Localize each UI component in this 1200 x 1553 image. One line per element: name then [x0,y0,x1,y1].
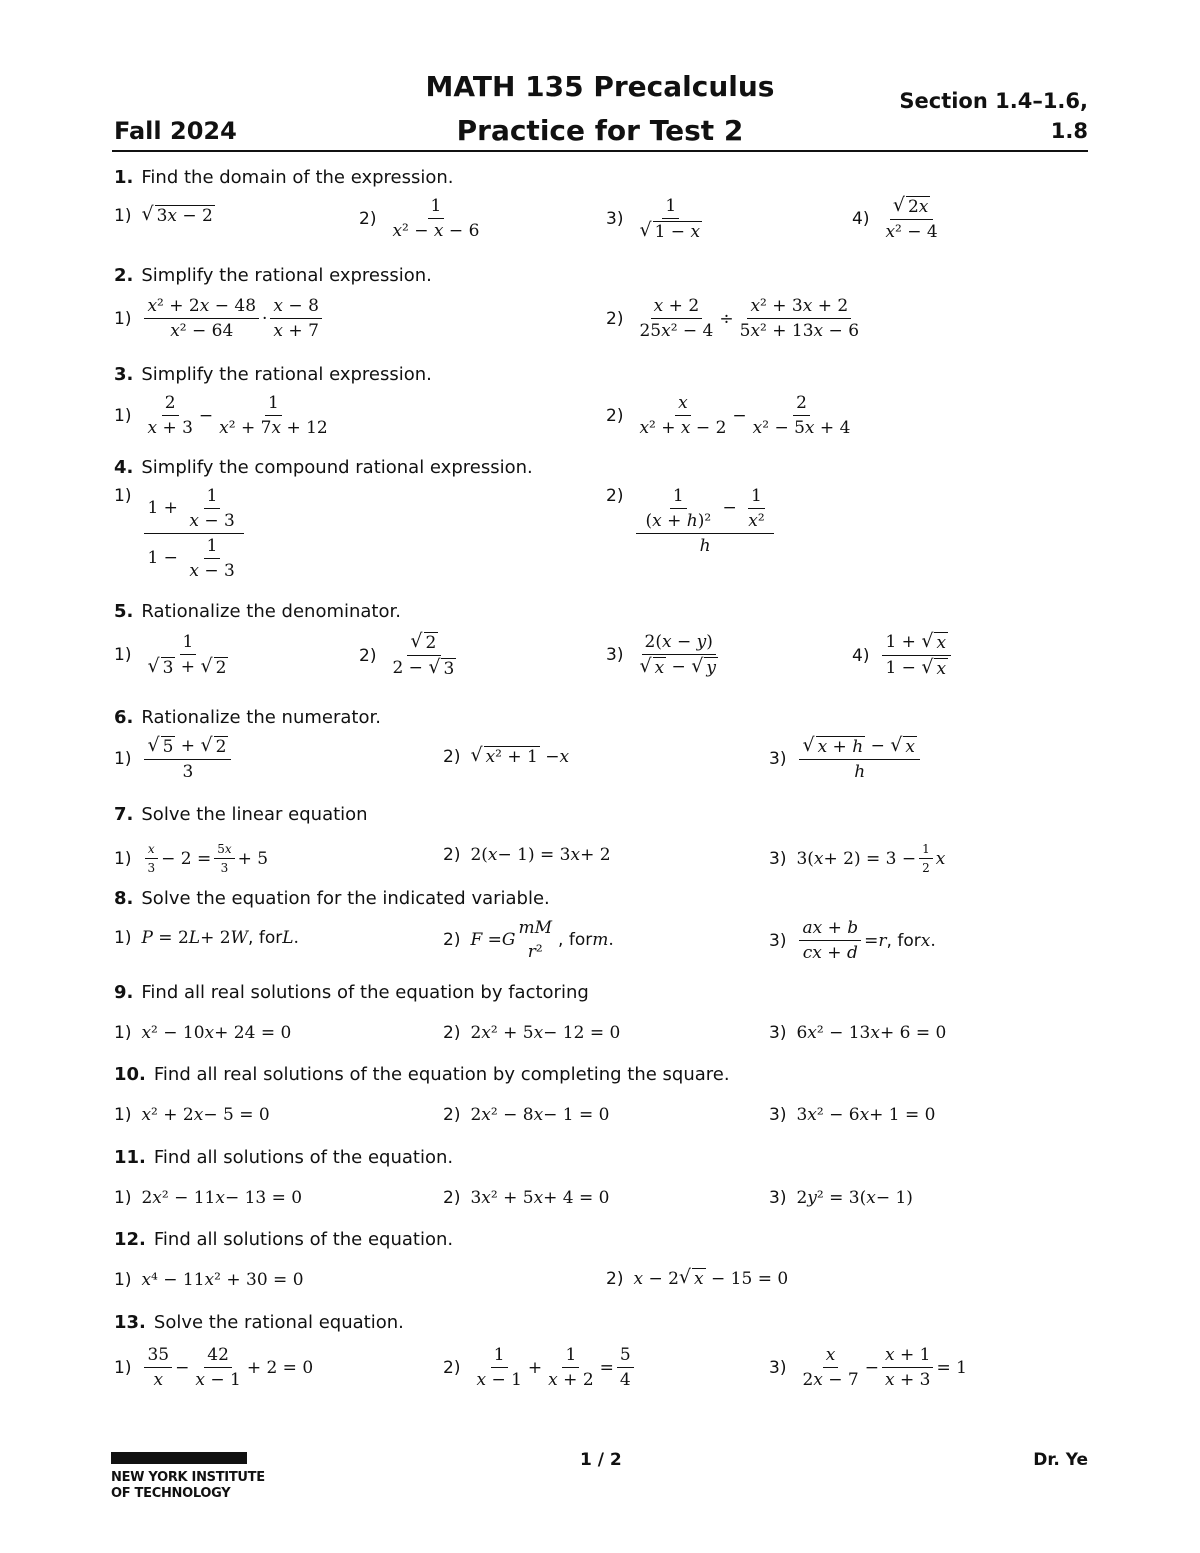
item-label: 2) [443,746,461,767]
author-label: Dr. Ye [1033,1450,1088,1470]
problem-5-item-1: 1) 1 √ 3 + √ 2 [114,632,227,678]
problem-10-item-1: 1) x ² + 2 x − 5 = 0 [114,1105,270,1125]
item-label: 2) [443,1188,461,1208]
variable: L [282,928,294,948]
problem-7-prompt [114,804,368,825]
problem-9-item-2: 2) 2 x ² + 5 x − 12 = 0 [443,1023,621,1043]
prompt-text: Find the domain of the expression. [141,167,454,188]
item-label: 2) [443,930,461,950]
problem-number: 1. [114,167,134,188]
problem-number: 6. [114,707,134,728]
problem-4-prompt [114,457,533,478]
prompt-text: Simplify the rational expression. [141,364,432,385]
item-label: 3) [769,1188,787,1208]
section-line-1: Section 1.4–1.6, [899,89,1088,113]
problem-8-item-2: 2) F = G mM r² , for m . [443,918,614,962]
problem-1-item-2: 2) $\frac{1}{\text{x² − x − 6}}$ [359,196,480,241]
problem-9-item-3: 3) 6 x ² − 13 x + 6 = 0 [769,1023,947,1043]
item-label: 1) [114,1188,132,1208]
prompt-text: Solve the linear equation [141,804,368,825]
problem-10-item-3: 3) 3 x ² − 6 x + 1 = 0 [769,1105,936,1125]
problem-1-prompt [114,167,454,188]
problem-11-item-3: 3) 2 y ² = 3( x − 1) [769,1188,913,1208]
problem-11-item-2: 2) 3 x ² + 5 x + 4 = 0 [443,1188,610,1208]
problem-13-item-2: 2) $\frac{1}{x - 1}$ + $\frac{1}{x + 2}$ = $\frac{5}{4}$ [443,1345,637,1390]
problem-6-prompt [114,707,381,728]
item-label: 2) [443,845,461,865]
variable: x [920,930,931,951]
prompt-text: Rationalize the denominator. [141,601,401,622]
item-label: 1) [114,1357,132,1378]
nyit-logo [111,1452,265,1502]
item-label: 2) [606,405,624,426]
problem-4-item-2: 2) $\frac{1}{\text{(x + h)²}}$ − $\frac{1}{\text{x²}}$ h [606,486,777,556]
problem-9-prompt [114,982,589,1003]
problem-number: 4. [114,457,134,478]
problem-3-item-1: 1) $\frac{2}{x + 3}$ − $\frac{1}{\text{x² + 7x + 12}}$ [114,393,328,438]
problem-number: 2. [114,265,134,286]
section-label [899,86,1088,146]
item-label: 1) [114,928,132,948]
page-number: 1 / 2 [580,1450,622,1470]
item-label: 2) [359,645,377,666]
problem-7-item-3: 3) 3( x + 2) = 3 − $\frac{1}{2}$ x [769,842,946,875]
problem-13-item-1: 1) $\frac{35}{x}$ − $\frac{42}{x - 1}$ + 2 = 0 [114,1345,314,1390]
problem-9-item-1: 1) x ² − 10 x + 24 = 0 [114,1023,292,1043]
problem-8-item-3: 3) $\frac{ax + b}{cx + d}$ = r , for x . [769,918,936,963]
for-text: , for [558,930,593,950]
problem-1-item-4: 4) √ 2x x² − 4 [852,194,938,243]
problem-10-item-2: 2) 2 x ² − 8 x − 1 = 0 [443,1105,610,1125]
logo-text-line-1: NEW YORK INSTITUTE [111,1470,265,1485]
problem-1-item-3: 3) 1 √ 1 − x [606,196,701,242]
section-line-2: 1.8 [1050,119,1088,143]
item-label: 2) [359,208,377,229]
problem-1-item-1: 1) √ 3x − 2 [114,203,213,226]
item-label: 1) [114,405,132,426]
problem-6-item-3: 3) √ x + h − √ x h [769,736,923,782]
item-label: 3) [769,1105,787,1125]
problem-number: 7. [114,804,134,825]
logo-text-line-2: OF TECHNOLOGY [111,1486,231,1501]
problem-12-prompt [114,1229,453,1250]
problem-4-item-1: 1) 1 + $\frac{1}{x - 3}$ 1 − $\frac{1}{x - 3}$ [114,486,247,581]
problem-number: 5. [114,601,134,622]
term-label: Fall 2024 [114,117,237,145]
problem-number: 3. [114,364,134,385]
problem-12-item-1: 1) x ⁴ − 11 x ² + 30 = 0 [114,1270,304,1290]
item-label: 1) [114,1023,132,1043]
item-label: 3) [769,1023,787,1043]
item-label: 4) [852,645,870,666]
problem-number: 10. [114,1064,146,1085]
problem-5-item-2: 2) √ 2 2 − √ 3 [359,630,455,680]
prompt-text: Solve the rational equation. [153,1312,404,1333]
problem-8-item-1: 1) P = 2 L + 2 W , for L . [114,928,299,948]
item-label: 3) [606,209,624,230]
item-label: 2) [443,1023,461,1043]
problem-6-item-2: 2) √ x² + 1 − x [443,744,570,767]
problem-12-item-2: 2) x − 2 √ x − 15 = 0 [606,1266,789,1289]
prompt-text: Solve the equation for the indicated variable. [141,888,550,909]
problem-7-item-2: 2) 2( x − 1) = 3 x + 2 [443,845,611,865]
item-label: 2) [606,308,624,329]
prompt-text: Find all real solutions of the equation by completing the square. [153,1064,730,1085]
item-label: 4) [852,209,870,230]
item-label: 2) [606,1268,624,1289]
item-label: 3) [769,749,787,770]
item-label: 3) [769,848,787,869]
problem-number: 12. [114,1229,146,1250]
problem-11-prompt [114,1147,453,1168]
problem-13-item-3: 3) $\frac{x}{2x - 7}$ − $\frac{x + 1}{x + 3}$ = 1 [769,1345,967,1390]
prompt-text: Find all solutions of the equation. [153,1147,454,1168]
problem-number: 8. [114,888,134,909]
prompt-text: Find all real solutions of the equation by factoring [141,982,589,1003]
item-label: 1) [114,848,132,869]
problem-2-item-2: 2) $\frac{x + 2}{\text{25x² − 4}}$ ÷ $\frac{\text{x² + 3x + 2}}{\text{5x² + 13x − 6}}$ [606,296,860,341]
prompt-text: Simplify the rational expression. [141,265,432,286]
problem-number: 13. [114,1312,146,1333]
problem-10-prompt [114,1064,730,1085]
item-label: 1) [114,486,132,506]
item-label: 2) [443,1357,461,1378]
logo-bar [111,1452,247,1464]
item-label: 1) [114,749,132,770]
for-text: , for [248,928,283,948]
problem-6-item-1: 1) √ 5 + √ 2 3 [114,736,234,782]
item-label: 3) [606,645,624,666]
problem-2-item-1: 1) $\frac{\text{x² + 2x − 48}}{\text{x² − 64}}$ · $\frac{x - 8}{x + 7}$ [114,296,325,341]
problem-5-item-4: 4) 1 + √ x 1 − √ x [852,632,954,680]
problem-5-item-3: 3) 2(x − y) √ x − √ y [606,632,716,678]
problem-8-prompt [114,888,550,909]
item-label: 1) [114,645,132,666]
item-label: 1) [114,1270,132,1290]
problem-number: 11. [114,1147,146,1168]
item-label: 1) [114,205,132,226]
problem-5-prompt [114,601,401,622]
variable: m [592,930,609,950]
item-label: 1) [114,308,132,329]
prompt-text: Find all solutions of the equation. [153,1229,454,1250]
problem-2-prompt [114,265,432,286]
problem-3-item-2: 2) $\frac{x}{\text{x² + x − 2}}$ − $\frac{2}{\text{x² − 5x + 4}}$ [606,393,851,438]
item-label: 1) [114,1105,132,1125]
prompt-text: Simplify the compound rational expression. [141,457,533,478]
header-rule [112,150,1088,152]
course-title: MATH 135 Precalculus [425,70,775,103]
problem-7-item-1: 1) $\frac{x}{3}$ − 2 = $\frac{5x}{3}$ + 5 [114,842,269,875]
item-label: 3) [769,1357,787,1378]
item-label: 3) [769,930,787,951]
problem-number: 9. [114,982,134,1003]
prompt-text: Rationalize the numerator. [141,707,381,728]
for-text: , for [886,930,921,951]
item-label: 2) [443,1105,461,1125]
problem-3-prompt [114,364,432,385]
problem-13-prompt [114,1312,404,1333]
page-title: Practice for Test 2 [456,114,744,147]
problem-11-item-1: 1) 2 x ² − 11 x − 13 = 0 [114,1188,303,1208]
item-label: 2) [606,486,624,506]
